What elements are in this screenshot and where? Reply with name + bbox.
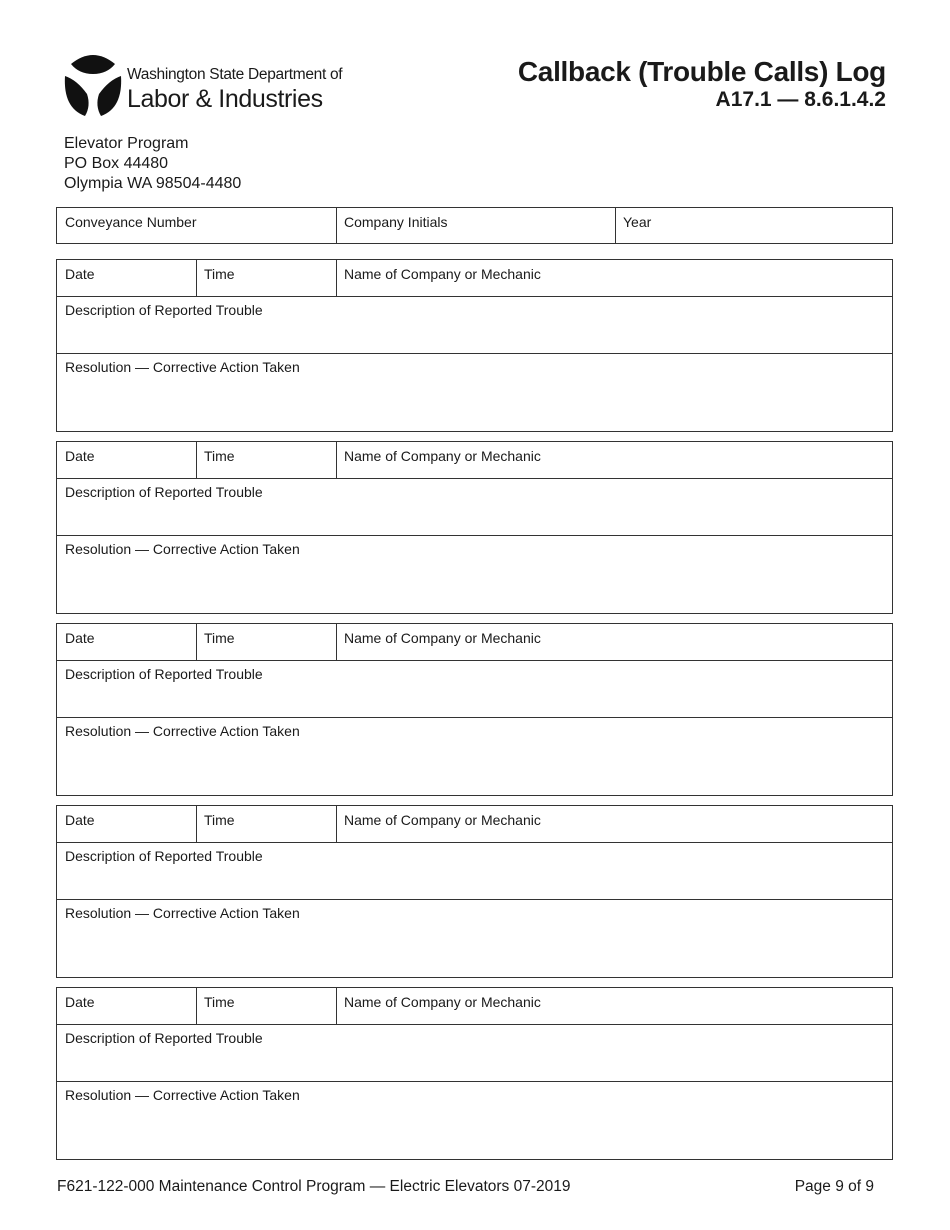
resolution-label: Resolution — Corrective Action Taken — [65, 1087, 300, 1103]
company-mechanic-field[interactable] — [336, 260, 892, 296]
resolution-field[interactable] — [57, 1081, 892, 1159]
trouble-description-label: Description of Reported Trouble — [65, 484, 263, 500]
resolution-field[interactable] — [57, 535, 892, 613]
form-code-reference: A17.1 — 8.6.1.4.2 — [715, 88, 886, 111]
callback-entry — [56, 259, 893, 432]
resolution-field[interactable] — [57, 353, 892, 431]
year-label: Year — [623, 214, 652, 230]
address-line-3: Olympia WA 98504-4480 — [64, 175, 242, 192]
resolution-label: Resolution — Corrective Action Taken — [65, 723, 300, 739]
time-label: Time — [204, 630, 235, 646]
time-label: Time — [204, 448, 235, 464]
trouble-description-field[interactable] — [57, 478, 892, 535]
time-field[interactable] — [196, 988, 336, 1024]
form-title-block — [518, 56, 886, 112]
callback-entry — [56, 805, 893, 978]
date-field[interactable] — [57, 988, 196, 1024]
time-field[interactable] — [196, 442, 336, 478]
company-mechanic-label: Name of Company or Mechanic — [344, 448, 541, 464]
agency-logo — [63, 54, 343, 118]
conveyance-number-label: Conveyance Number — [65, 214, 197, 230]
time-field[interactable] — [196, 806, 336, 842]
resolution-label: Resolution — Corrective Action Taken — [65, 905, 300, 921]
agency-name-line1: Washington State Department of — [127, 66, 343, 83]
company-mechanic-field[interactable] — [336, 442, 892, 478]
date-label: Date — [65, 630, 95, 646]
trouble-description-field[interactable] — [57, 1024, 892, 1081]
company-mechanic-label: Name of Company or Mechanic — [344, 266, 541, 282]
date-label: Date — [65, 812, 95, 828]
resolution-field[interactable] — [57, 899, 892, 977]
time-field[interactable] — [196, 260, 336, 296]
resolution-field[interactable] — [57, 717, 892, 795]
company-mechanic-field[interactable] — [336, 806, 892, 842]
trouble-description-label: Description of Reported Trouble — [65, 848, 263, 864]
mailing-address — [64, 134, 241, 194]
time-field[interactable] — [196, 624, 336, 660]
date-field[interactable] — [57, 806, 196, 842]
resolution-label: Resolution — Corrective Action Taken — [65, 541, 300, 557]
company-mechanic-label: Name of Company or Mechanic — [344, 812, 541, 828]
conveyance-number-field[interactable] — [57, 208, 336, 243]
date-label: Date — [65, 266, 95, 282]
address-line-1: Elevator Program — [64, 135, 189, 152]
lni-emblem-icon — [63, 54, 123, 118]
date-field[interactable] — [57, 624, 196, 660]
address-line-2: PO Box 44480 — [64, 155, 169, 172]
callback-entry — [56, 441, 893, 614]
agency-name-line2: Labor & Industries — [127, 85, 323, 113]
trouble-description-label: Description of Reported Trouble — [65, 666, 263, 682]
year-field[interactable] — [615, 208, 892, 243]
date-field[interactable] — [57, 442, 196, 478]
company-mechanic-field[interactable] — [336, 988, 892, 1024]
callback-entry — [56, 987, 893, 1160]
date-field[interactable] — [57, 260, 196, 296]
time-label: Time — [204, 994, 235, 1010]
company-mechanic-label: Name of Company or Mechanic — [344, 994, 541, 1010]
trouble-description-field[interactable] — [57, 842, 892, 899]
trouble-description-label: Description of Reported Trouble — [65, 302, 263, 318]
form-number: F621-122-000 Maintenance Control Program — Electric Elevators 07-2019 — [57, 1178, 571, 1195]
time-label: Time — [204, 812, 235, 828]
page-number: Page 9 of 9 — [794, 1178, 874, 1195]
company-initials-field[interactable] — [336, 208, 615, 243]
company-initials-label: Company Initials — [344, 214, 448, 230]
trouble-description-label: Description of Reported Trouble — [65, 1030, 263, 1046]
trouble-description-field[interactable] — [57, 660, 892, 717]
date-label: Date — [65, 448, 95, 464]
resolution-label: Resolution — Corrective Action Taken — [65, 359, 300, 375]
trouble-description-field[interactable] — [57, 296, 892, 353]
company-mechanic-field[interactable] — [336, 624, 892, 660]
company-mechanic-label: Name of Company or Mechanic — [344, 630, 541, 646]
callback-entry — [56, 623, 893, 796]
time-label: Time — [204, 266, 235, 282]
form-title: Callback (Trouble Calls) Log — [517, 56, 886, 87]
header-fields-row — [56, 207, 893, 244]
date-label: Date — [65, 994, 95, 1010]
